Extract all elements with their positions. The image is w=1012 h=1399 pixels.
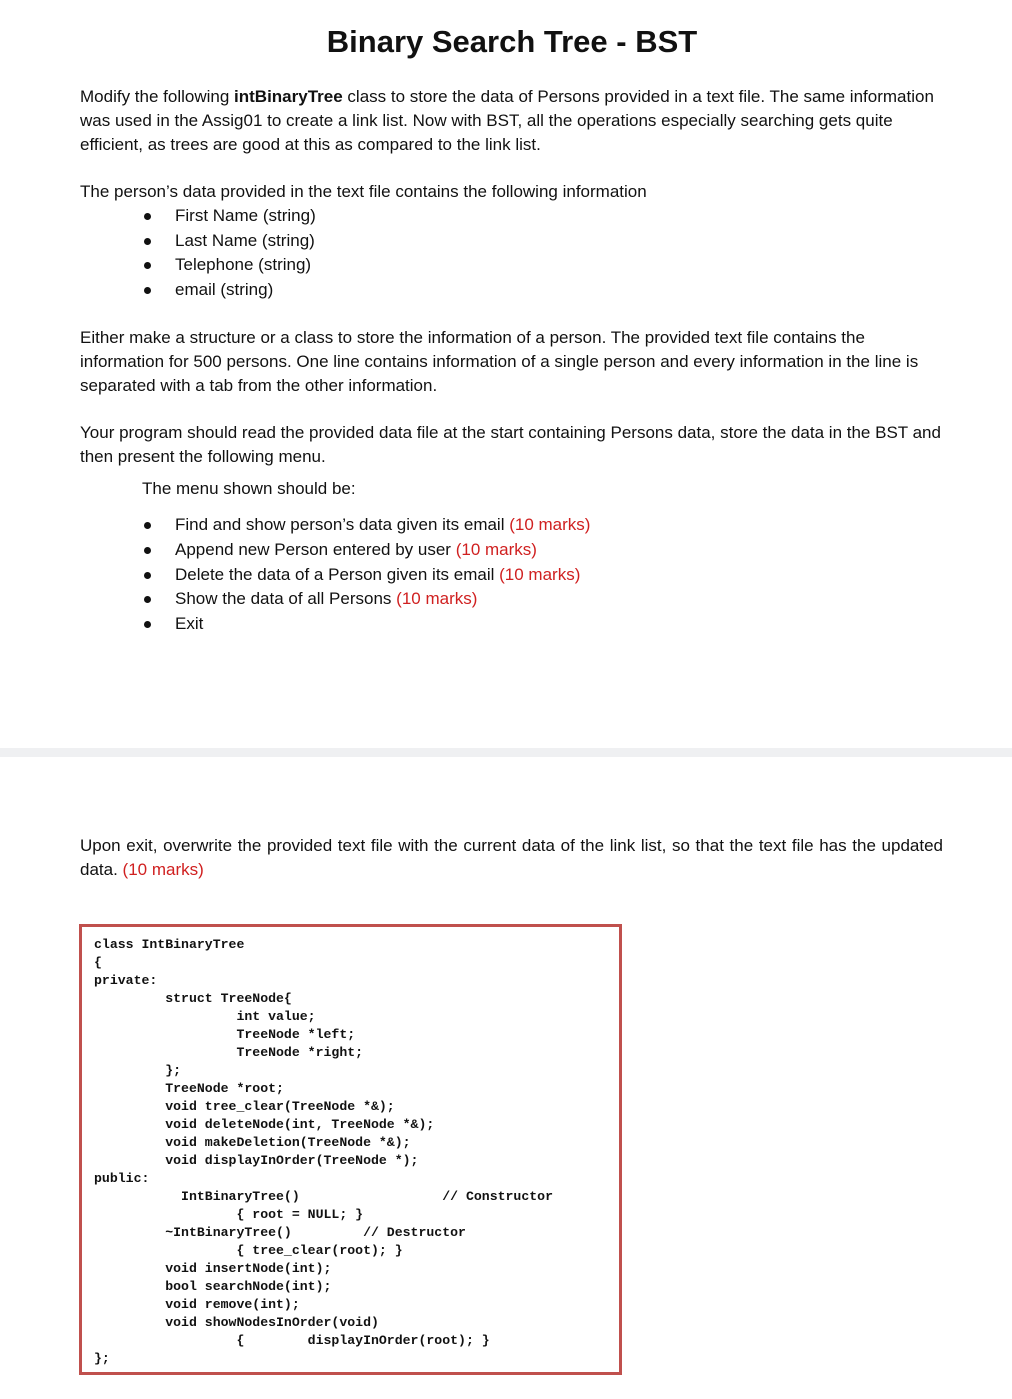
menu-item: Show the data of all Persons (10 marks) bbox=[140, 587, 590, 612]
program-paragraph: Your program should read the provided data file at the start containing Persons data, store the data in the BST and then present the following menu. bbox=[80, 423, 941, 466]
menu-item: Find and show person’s data given its email (10 marks) bbox=[140, 513, 590, 538]
marks-label: (10 marks) bbox=[455, 539, 537, 559]
class-name: intBinaryTree bbox=[234, 87, 343, 106]
list-item: Telephone (string) bbox=[140, 253, 316, 278]
intro-paragraph bbox=[80, 85, 950, 156]
code-listing-box bbox=[79, 924, 622, 1375]
bullet-icon bbox=[144, 238, 151, 245]
intro-text-end: class to store the data of Persons provided in a text file. The same information was used in the Assig01 to create a link list. Now with BST, all the operations especially searching gets quite efficient, as trees are good at this as compared to the link list. bbox=[80, 87, 934, 154]
marks-label: (10 marks) bbox=[509, 515, 591, 534]
menu-list bbox=[140, 513, 590, 637]
bullet-icon bbox=[144, 287, 151, 294]
page-break bbox=[0, 748, 1012, 757]
person-fields-list bbox=[140, 204, 316, 302]
bullet-icon bbox=[144, 522, 151, 529]
list-item: email (string) bbox=[140, 278, 316, 303]
menu-item: Exit bbox=[140, 612, 590, 637]
bullet-icon bbox=[144, 572, 151, 579]
marks-label: (10 marks) bbox=[122, 859, 204, 879]
marks-label: (10 marks) bbox=[499, 564, 581, 584]
bullet-icon bbox=[144, 596, 151, 603]
intro-text-start: Modify the following bbox=[80, 87, 235, 106]
page-title: Binary Search Tree - BST bbox=[326, 24, 698, 59]
exit-paragraph: Upon exit, overwrite the provided text file with the current data of the link list, so that the text file has the updated data. (10 marks) bbox=[80, 836, 943, 879]
person-info-heading: The person’s data provided in the text file contains the following information bbox=[80, 182, 647, 201]
bullet-icon bbox=[144, 262, 151, 269]
menu-item: Append new Person entered by user (10 marks) bbox=[140, 538, 590, 563]
code-listing: class IntBinaryTree { private: struct TreeNode{ int value; TreeNode *left; TreeNode *right; }; TreeNode *root; void tree_clear(TreeNode *&); void deleteNode(int, TreeNode *&); void makeDeletion(TreeNode *&); void displayInOrder(TreeNode *); public: IntBinaryTree() // Constructor { root = NULL; } ~IntBinaryTree() // Destructor { tree_clear(root); } void insertNode(int); bool searchNode(int); void remove(int); void showNodesInOrder(void) { displayInOrder(root); } }; bbox=[94, 937, 553, 1366]
marks-label: (10 marks) bbox=[396, 589, 478, 609]
bullet-icon bbox=[144, 547, 151, 554]
bullet-icon bbox=[144, 213, 151, 220]
menu-item: Delete the data of a Person given its email (10 marks) bbox=[140, 563, 590, 588]
list-item: First Name (string) bbox=[140, 204, 316, 229]
structure-paragraph: Either make a structure or a class to store the information of a person. The provided text file contains the information for 500 persons. One line contains information of a single person and every information in the line is separated with a tab from the other information. bbox=[80, 328, 919, 395]
menu-intro: The menu shown should be: bbox=[142, 479, 356, 498]
bullet-icon bbox=[144, 621, 151, 628]
list-item: Last Name (string) bbox=[140, 229, 316, 254]
